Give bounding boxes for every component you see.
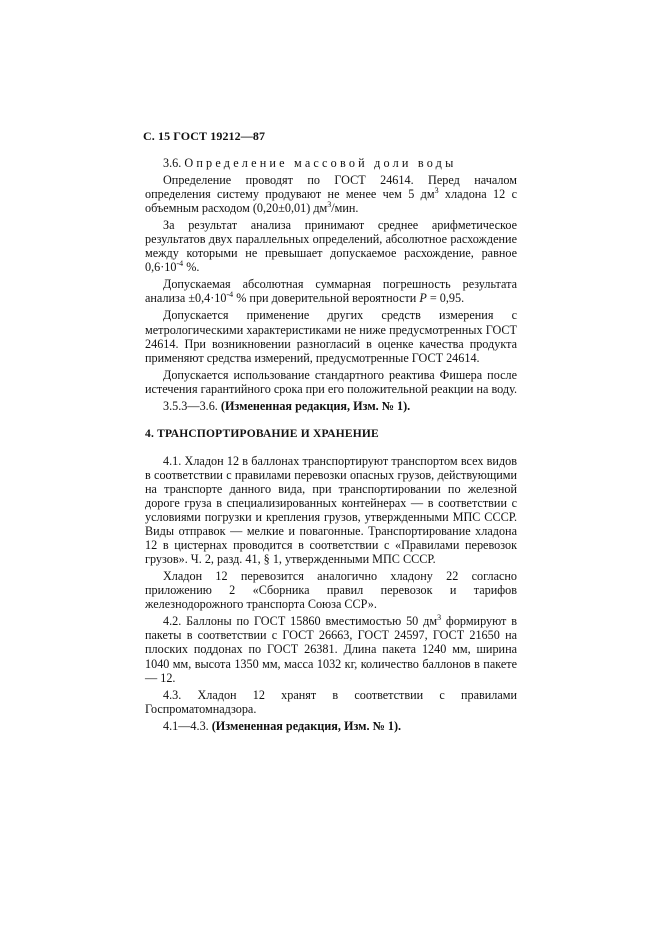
- variable: P: [419, 291, 427, 306]
- text-run: % при доверительной вероятности: [233, 291, 420, 306]
- paragraph: [145, 614, 517, 684]
- amendment-text: (Измененная редакция, Изм. № 1).: [220, 398, 411, 413]
- document-body: [145, 156, 517, 736]
- amendment-text: (Измененная редакция, Изм. № 1).: [211, 718, 402, 733]
- section-number: 3.6.: [163, 156, 182, 170]
- paragraph: Допускается применение других средств измерения с метрологическими характеристиками не ниже предусмотренных ГОСТ 24614. При возникновении разногласий в оценке качества продукта применяют средства измерений, предусмотренные ГОСТ 24614.: [145, 308, 517, 365]
- page-header: С. 15 ГОСТ 19212—87: [143, 129, 266, 143]
- section-4-title: 4. ТРАНСПОРТИРОВАНИЕ И ХРАНЕНИЕ: [145, 427, 379, 440]
- paragraph: 4.3. Хладон 12 хранят в соответствии с правилами Госпроматомнадзора.: [145, 687, 517, 716]
- paragraph: [145, 277, 517, 305]
- superscript: 3: [437, 613, 442, 623]
- text-run: Определение проводят по ГОСТ 24614. Перед началом определения систему продувают не менее чем 5 дм: [145, 173, 517, 202]
- text-run: За результат анализа принимают среднее арифметическое результатов двух параллельных определений, абсолютное расхождение между которыми не превышает допускаемое расхождение, равное 0,6·10: [145, 218, 517, 275]
- superscript: -4: [176, 259, 184, 269]
- text-run: = 0,95.: [426, 291, 465, 306]
- text-run: /мин.: [331, 201, 359, 216]
- text-run: Допускаемая абсолютная суммарная погрешность результата анализа ±0,4·10: [145, 277, 517, 306]
- superscript: 3: [434, 186, 439, 196]
- amendment-note: [145, 399, 517, 413]
- amendment-ref: 3.5.3—3.6.: [163, 398, 218, 413]
- text-run: 4.2. Баллоны по ГОСТ 15860 вместимостью 50 дм: [163, 614, 438, 629]
- superscript: -4: [226, 290, 234, 300]
- amendment-note: [145, 719, 517, 733]
- paragraph: Допускается использование стандартного реактива Фишера после истечения гарантийного срока при его положительной реакции на воду.: [145, 367, 518, 396]
- paragraph: Хладон 12 перевозится аналогично хладону 22 согласно приложению 2 «Сборника правил перевозок и тарифов железнодорожного транспорта Союза ССР».: [145, 569, 517, 612]
- text-run: формируют в пакеты в соответствии с ГОСТ 26663, ГОСТ 24597, ГОСТ 21650 на плоских поддонах по ГОСТ 26381. Длина пакета 1240 мм, ширина 1040 мм, высота 1350 мм, масса 1032 кг, количество баллонов в пакете — 12.: [145, 614, 517, 685]
- text-run: %.: [183, 260, 200, 275]
- paragraph: 4.1. Хладон 12 в баллонах транспортируют транспортом всех видов в соответствии с правилами перевозки опасных грузов, действующими на транспорте данного вида, при транспортировании по железной дороге груза в специализированных контейнерах — в соответствии с условиями погрузки и крепления грузов, утвержденными МПС СССР. Виды отправок — мелкие и повагонные. Транспортирование хладона 12 в цистернах проводится в соответствии с «Правилами перевозок грузов». Ч. 2, разд. 41, § 1, утвержденными МПС СССР.: [145, 453, 517, 567]
- paragraph: [145, 173, 517, 215]
- text-run: хладона 12 с объемным расходом (0,20±0,01) дм: [145, 187, 517, 216]
- amendment-ref: 4.1—4.3.: [163, 718, 209, 733]
- superscript: 3: [327, 200, 332, 210]
- section-3-6-heading: [145, 156, 517, 170]
- section-title: Определение массовой доли воды: [184, 156, 457, 170]
- paragraph: [145, 218, 517, 274]
